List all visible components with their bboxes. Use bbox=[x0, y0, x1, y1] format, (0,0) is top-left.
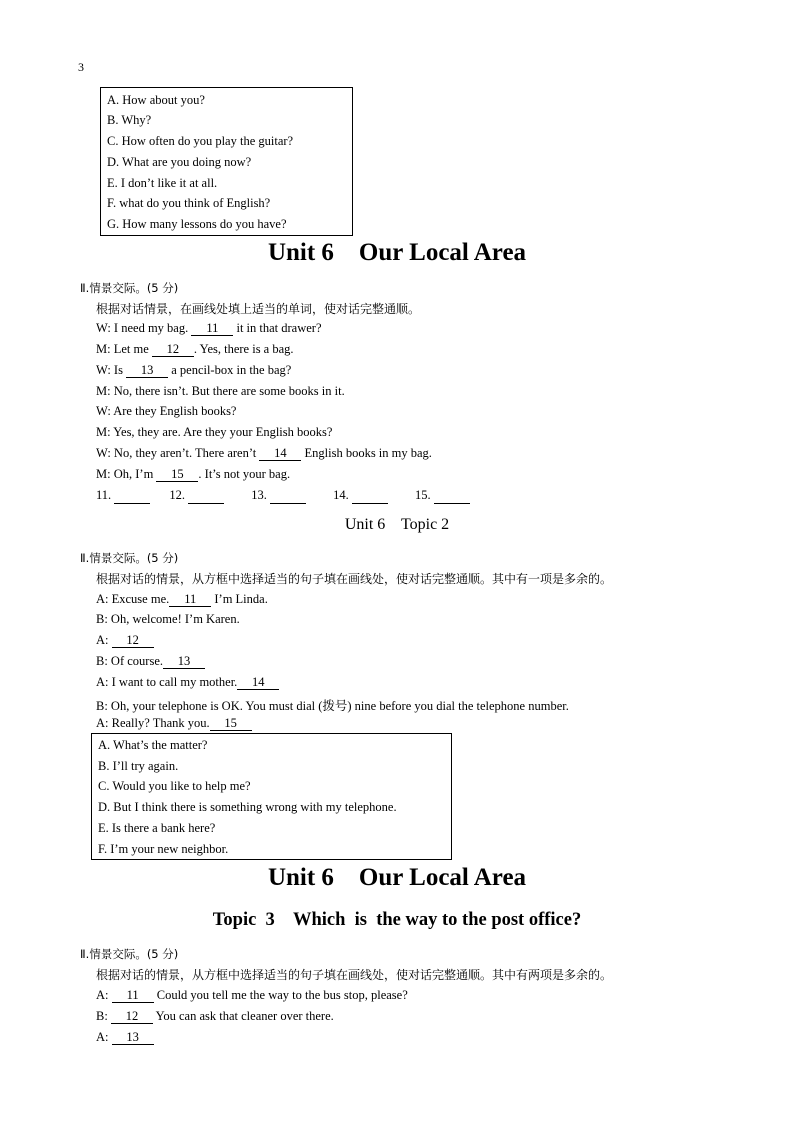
dialogue-line: A: 13 bbox=[96, 1030, 154, 1045]
dialogue-line: A: 12 bbox=[96, 633, 154, 648]
option-c: C. How often do you play the guitar? bbox=[107, 134, 294, 148]
dialogue-line: B: Oh, welcome! I’m Karen. bbox=[96, 612, 240, 626]
option-b: B. I’ll try again. bbox=[98, 759, 179, 773]
option-d: D. But I think there is something wrong with my telephone. bbox=[98, 800, 397, 814]
dialogue-line: B: 12 You can ask that cleaner over there. bbox=[96, 1009, 334, 1023]
section-instruction: 根据对话的情景，从方框中选择适当的句子填在画线处，使对话完整通顺。其中有一项是多余的。 bbox=[96, 572, 613, 586]
section-label: Ⅱ.情景交际。(5 分) bbox=[80, 281, 179, 295]
options-box-top bbox=[100, 87, 353, 236]
dialogue-line: W: Is 13 a pencil-box in the bag? bbox=[96, 363, 292, 377]
answer-blank[interactable]: 13 bbox=[126, 364, 168, 378]
answer-blank[interactable]: 15 bbox=[210, 717, 252, 731]
answer-slot[interactable]: 12. bbox=[169, 488, 224, 502]
dialogue-line: W: No, they aren’t. There aren’t 14 English books in my bag. bbox=[96, 446, 432, 460]
option-a: A. What’s the matter? bbox=[98, 738, 208, 752]
options-box-topic2 bbox=[91, 733, 452, 860]
dialogue-line: M: Let me 12 . Yes, there is a bag. bbox=[96, 342, 294, 356]
answer-slot[interactable]: 11. bbox=[96, 488, 150, 502]
answer-blank[interactable]: 14 bbox=[237, 676, 279, 690]
dialogue-line: M: No, there isn’t. But there are some books in it. bbox=[96, 384, 345, 398]
answer-blank[interactable]: 14 bbox=[259, 447, 301, 461]
dialogue-line: A: 11 Could you tell me the way to the bus stop, please? bbox=[96, 988, 408, 1002]
dialogue-line: M: Yes, they are. Are they your English books? bbox=[96, 425, 333, 439]
answer-blank[interactable]: 12 bbox=[111, 1010, 153, 1024]
option-f: F. I’m your new neighbor. bbox=[98, 842, 229, 856]
section-label: Ⅱ.情景交际。(5 分) bbox=[80, 551, 179, 565]
option-f: F. what do you think of English? bbox=[107, 196, 271, 210]
answer-blank[interactable]: 11 bbox=[112, 989, 154, 1003]
unit-title: Unit 6 Our Local Area bbox=[267, 239, 527, 266]
dialogue-line: A: I want to call my mother. 14 bbox=[96, 675, 279, 690]
dialogue-line: W: Are they English books? bbox=[96, 404, 237, 418]
topic-title: Topic 3 Which is the way to the post office? bbox=[212, 910, 582, 930]
dialogue-line: A: Really? Thank you. 15 bbox=[96, 716, 252, 731]
answer-blank[interactable]: 13 bbox=[163, 655, 205, 669]
answer-blank[interactable]: 11 bbox=[169, 593, 211, 607]
topic-title: Unit 6 Topic 2 bbox=[344, 516, 450, 533]
answer-row bbox=[96, 488, 470, 504]
answer-blank[interactable]: 15 bbox=[156, 468, 198, 482]
answer-blank[interactable]: 11 bbox=[191, 322, 233, 336]
option-e: E. I don’t like it at all. bbox=[107, 176, 218, 190]
option-g: G. How many lessons do you have? bbox=[107, 217, 287, 231]
answer-blank[interactable]: 12 bbox=[112, 634, 154, 648]
section-instruction: 根据对话的情景，从方框中选择适当的句子填在画线处，使对话完整通顺。其中有两项是多余的。 bbox=[96, 968, 613, 982]
option-d: D. What are you doing now? bbox=[107, 155, 252, 169]
dialogue-line: B: Of course. 13 bbox=[96, 654, 205, 669]
option-b: B. Why? bbox=[107, 113, 152, 127]
option-a: A. How about you? bbox=[107, 93, 205, 107]
option-c: C. Would you like to help me? bbox=[98, 779, 251, 793]
answer-slot[interactable]: 14. bbox=[333, 488, 388, 502]
unit-title: Unit 6 Our Local Area bbox=[267, 864, 527, 891]
answer-blank[interactable]: 12 bbox=[152, 343, 194, 357]
section-label: Ⅱ.情景交际。(5 分) bbox=[80, 947, 179, 961]
answer-slot[interactable]: 15. bbox=[415, 488, 470, 502]
dialogue-line: M: Oh, I’m 15 . It’s not your bag. bbox=[96, 467, 291, 481]
section-instruction: 根据对话情景，在画线处填上适当的单词，使对话完整通顺。 bbox=[96, 302, 421, 316]
option-e: E. Is there a bank here? bbox=[98, 821, 216, 835]
page-number: 3 bbox=[78, 60, 84, 74]
answer-blank[interactable]: 13 bbox=[112, 1031, 154, 1045]
answer-slot[interactable]: 13. bbox=[251, 488, 306, 502]
dialogue-line: B: Oh, your telephone is OK. You must dial (拨号) nine before you dial the telephone number. bbox=[96, 699, 569, 713]
dialogue-line: W: I need my bag. 11 it in that drawer? bbox=[96, 321, 322, 335]
dialogue-line: A: Excuse me. 11 I’m Linda. bbox=[96, 592, 268, 606]
